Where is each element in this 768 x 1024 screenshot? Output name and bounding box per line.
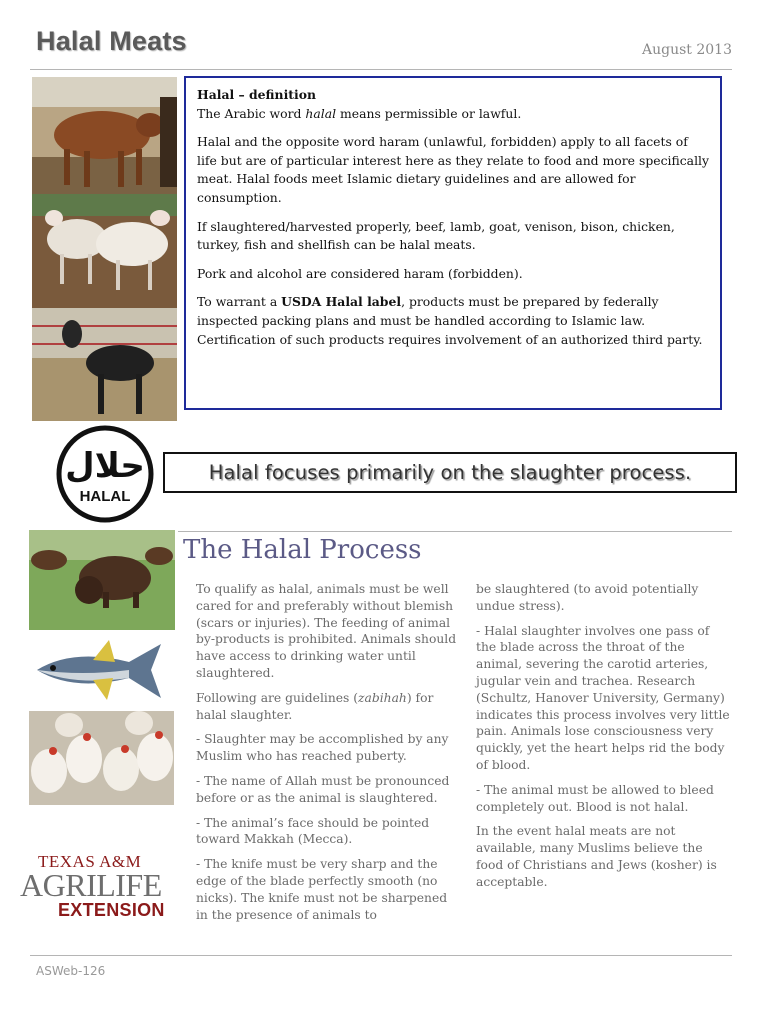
- process-paragraph: Following are guidelines (zabihah) for halal slaughter.: [196, 690, 434, 722]
- bison-photo: [29, 530, 175, 630]
- definition-paragraph-2: Halal and the opposite word haram (unlawful, forbidden) apply to all facets of life but are of particular interest here as they relate to food and more specifically meat. Halal foods meet Islamic dietary guidelines and are allowed for consumption.: [197, 134, 709, 205]
- definition-paragraph-1: The Arabic word halal means permissible or lawful.: [197, 105, 522, 121]
- process-paragraph: To qualify as halal, animals must be well cared for and preferably without blemish (scars or injuries). The feeding of animal by-products is prohibited. Animals should have access to drinking water until slaughtered.: [196, 582, 457, 680]
- cattle-photo: [32, 77, 177, 194]
- section-divider: [178, 531, 732, 532]
- slaughter-banner: Halal focuses primarily on the slaughter process.: [163, 452, 737, 493]
- goat-photo: [32, 308, 177, 421]
- process-paragraph: be slaughtered (to avoid potentially undue stress).: [476, 582, 699, 613]
- agrilife-line3: EXTENSION: [58, 900, 165, 920]
- page-date: August 2013: [642, 42, 732, 58]
- process-paragraph: In the event halal meats are not available, many Muslims believe the food of Christians and Jews (kosher) is acceptable.: [476, 824, 717, 889]
- definition-paragraph-5: To warrant a USDA Halal label, products must be prepared by federally inspected packing plans and must be handled according to Islamic law. Certification of such products requires involvement of an authorized third party.: [197, 294, 703, 347]
- definition-heading: Halal – definition: [197, 87, 316, 102]
- header-divider: [30, 69, 732, 70]
- halal-definition-box: [184, 76, 722, 410]
- chickens-photo: [29, 711, 174, 805]
- definition-paragraph-3: If slaughtered/harvested properly, beef, lamb, goat, venison, bison, chicken, turkey, fish and shellfish can be halal meats.: [197, 218, 675, 253]
- agrilife-line1: TEXAS A&M: [38, 852, 142, 871]
- halal-logo: [56, 425, 154, 523]
- process-guideline: - The name of Allah must be pronounced before or as the animal is slaughtered.: [196, 773, 450, 805]
- process-section-title: The Halal Process: [183, 535, 422, 565]
- agrilife-line2: AGRILIFE: [20, 867, 162, 903]
- process-guideline: - Halal slaughter involves one pass of the blade across the throat of the animal, severing the carotid arteries, jugular vein and trachea. Research (Schultz, Hanover University, Germany) indicates this process involves very little pain. Animals lose consciousness very quickly, yet the heart helps rid the body of blood.: [476, 623, 730, 772]
- agrilife-extension-logo: [18, 850, 186, 920]
- process-guideline: - The knife must be very sharp and the edge of the blade perfectly smooth (no nicks). The knife must not be sharpened in the presence of animals to: [196, 857, 448, 922]
- process-guideline: - The animal must be allowed to bleed completely out. Blood is not halal.: [476, 782, 714, 814]
- halal-logo-label: HALAL: [79, 488, 131, 505]
- sheep-photo: [32, 194, 177, 308]
- process-column-right: [476, 581, 730, 899]
- footer-divider: [30, 955, 732, 956]
- process-guideline: - The animal’s face should be pointed toward Makkah (Mecca).: [196, 815, 430, 847]
- document-code: ASWeb-126: [36, 964, 106, 978]
- tuna-photo: [33, 636, 173, 704]
- definition-paragraph-4: Pork and alcohol are considered haram (forbidden).: [197, 265, 523, 281]
- process-column-left: [196, 581, 458, 931]
- page-title: Halal Meats: [36, 26, 187, 56]
- halal-logo-arabic: حلال: [65, 446, 145, 486]
- process-guideline: - Slaughter may be accomplished by any Muslim who has reached puberty.: [196, 732, 449, 764]
